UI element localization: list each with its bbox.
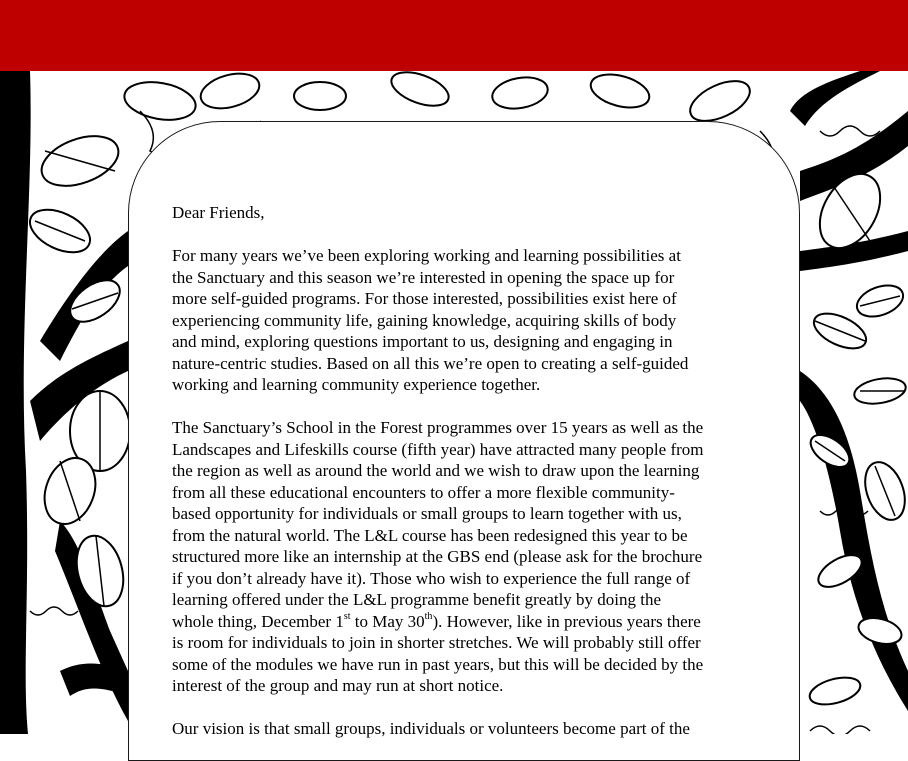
text-fragment: whole thing, December 1 bbox=[172, 611, 344, 631]
paragraph-3-partial: Our vision is that small groups, individuals or volunteers become part of the bbox=[172, 719, 690, 738]
paragraph-1 bbox=[172, 245, 772, 396]
letter-body bbox=[172, 202, 772, 761]
paragraph-2 bbox=[172, 417, 772, 697]
text-line: For many years we’ve been exploring working and learning possibilities at bbox=[172, 246, 681, 265]
letter-card bbox=[128, 121, 800, 761]
text-line: from all these educational encounters to offer a more flexible community- bbox=[172, 482, 675, 502]
text-line: The Sanctuary’s School in the Forest programmes over 15 years as well as the bbox=[172, 418, 704, 437]
text-line: experiencing community life, gaining knowledge, acquiring skills of body bbox=[172, 310, 677, 330]
text-fragment: ). However, like in previous years there bbox=[432, 611, 701, 631]
text-line: structured more like an internship at the GBS end (please ask for the brochure bbox=[172, 547, 703, 566]
text-line: from the natural world. The L&L course has been redesigned this year to be bbox=[172, 525, 688, 545]
superscript: st bbox=[343, 610, 351, 622]
text-line: working and learning community experience together. bbox=[172, 375, 541, 394]
text-line: if you don’t already have it). Those who wish to experience the full range of bbox=[172, 568, 691, 588]
text-line: is room for individuals to join in shorter stretches. We will probably still offer bbox=[172, 633, 701, 652]
header-red-bar bbox=[0, 0, 908, 71]
text-line: Landscapes and Lifeskills course (fifth year) have attracted many people from bbox=[172, 439, 704, 459]
text-line: based opportunity for individuals or small groups to learn together with us, bbox=[172, 504, 682, 523]
text-fragment: to May 30 bbox=[350, 611, 425, 631]
text-line: more self-guided programs. For those interested, possibilities exist here of bbox=[172, 289, 677, 308]
greeting: Dear Friends, bbox=[172, 203, 265, 222]
superscript: th bbox=[424, 610, 433, 622]
text-line: interest of the group and may run at short notice. bbox=[172, 676, 504, 695]
text-line: the region as well as around the world and we wish to draw upon the learning bbox=[172, 461, 700, 480]
text-line-dates bbox=[172, 612, 701, 631]
text-line: learning offered under the L&L programme benefit greatly by doing the bbox=[172, 590, 662, 609]
text-line: nature-centric studies. Based on all this we’re open to creating a self-guided bbox=[172, 353, 689, 373]
text-line: the Sanctuary and this season we’re interested in opening the space up for bbox=[172, 267, 675, 287]
text-line: some of the modules we have run in past years, but this will be decided by the bbox=[172, 654, 704, 674]
text-line: and mind, exploring questions important to us, designing and engaging in bbox=[172, 332, 673, 351]
